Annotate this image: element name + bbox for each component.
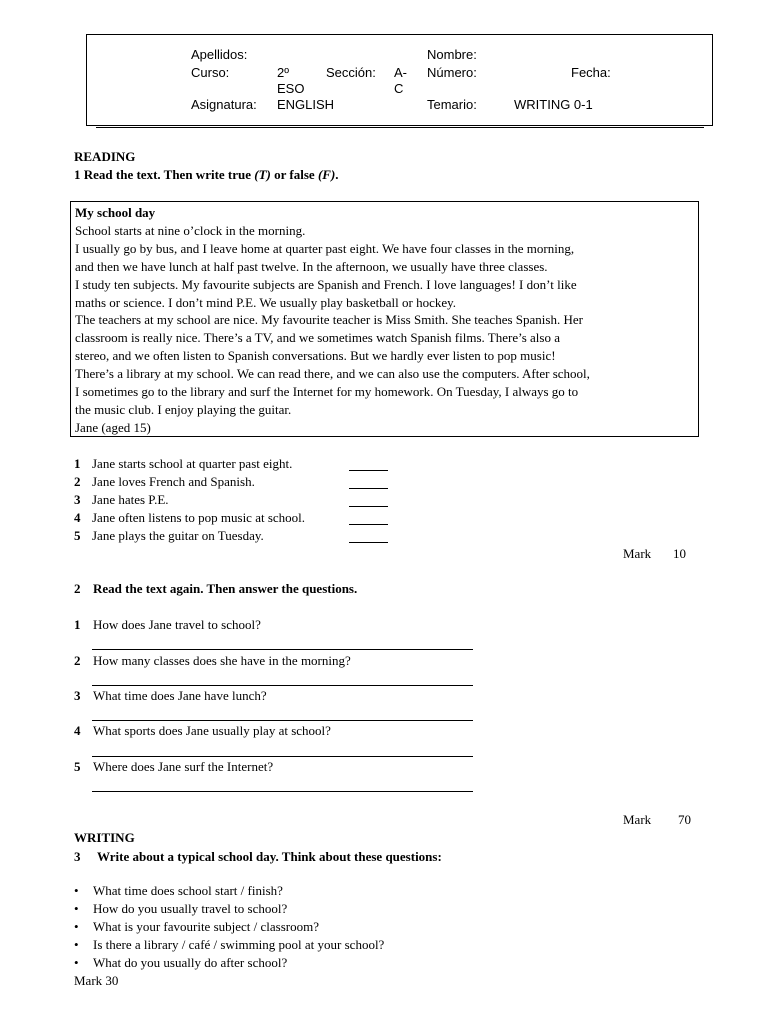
passage-line: School starts at nine o’clock in the morning.	[75, 222, 306, 238]
asignatura-label: Asignatura:	[191, 97, 257, 112]
apellidos-label: Apellidos:	[191, 47, 248, 62]
bullet: •	[74, 955, 79, 970]
bullet: •	[74, 937, 79, 952]
writing-prompt: Is there a library / café / swimming pool at your school?	[93, 937, 385, 952]
instr-f: (F)	[317, 167, 336, 182]
writing-heading: WRITING	[74, 830, 135, 845]
reading-heading: READING	[74, 149, 136, 164]
statement-number: 1	[74, 456, 81, 471]
passage-line: Jane (aged 15)	[75, 419, 151, 435]
question-number: 4	[74, 723, 81, 738]
writing-mark: Mark 30	[74, 973, 119, 988]
passage-line: There’s a library at my school. We can read there, and we can also use the computers. After school,	[75, 366, 590, 382]
answer-line[interactable]	[92, 685, 473, 686]
reading-instruction	[74, 167, 339, 183]
statement-number: 2	[74, 474, 81, 489]
question-text: How does Jane travel to school?	[93, 617, 261, 632]
answer-line[interactable]	[92, 649, 473, 650]
passage-line: and then we have lunch at half past twelve. In the afternoon, we usually have three classes.	[75, 258, 548, 274]
numero-label: Número:	[427, 65, 477, 80]
instr-num: 1	[74, 167, 81, 182]
answer-blank[interactable]	[349, 542, 388, 543]
question-number: 3	[74, 688, 81, 703]
instr-c: .	[335, 167, 339, 182]
question-number: 2	[74, 653, 81, 668]
question-text: What time does Jane have lunch?	[93, 688, 267, 703]
instr-b: or false	[270, 167, 318, 182]
curso-value-1: 2º	[277, 65, 289, 80]
passage-line: classroom is really nice. There’s a TV, and we sometimes watch Spanish films. There’s also a	[75, 330, 560, 346]
section2-instruction: Read the text again. Then answer the questions.	[93, 581, 358, 596]
passage-line: I study ten subjects. My favourite subjects are Spanish and French. I love languages! I don’t like	[75, 276, 577, 292]
fecha-label: Fecha:	[571, 65, 611, 80]
instr-t: (T)	[254, 167, 271, 182]
question-number: 5	[74, 759, 81, 774]
statement-text: Jane often listens to pop music at school.	[92, 510, 306, 525]
bullet: •	[74, 883, 79, 898]
question-text: How many classes does she have in the morning?	[93, 653, 351, 668]
statement-text: Jane hates P.E.	[92, 492, 169, 507]
writing-prompt: What time does school start / finish?	[93, 883, 283, 898]
answer-blank[interactable]	[349, 488, 388, 489]
passage-line: maths or science. I don’t mind P.E. We usually play basketball or hockey.	[75, 294, 457, 310]
statement-number: 4	[74, 510, 81, 525]
header-box	[86, 34, 713, 126]
seccion-value-1: A-	[394, 65, 407, 80]
statement-number: 5	[74, 528, 81, 543]
answer-line[interactable]	[92, 791, 473, 792]
writing-number: 3	[74, 849, 81, 864]
answer-line[interactable]	[92, 756, 473, 757]
passage-line: The teachers at my school are nice. My favourite teacher is Miss Smith. She teaches Spanish. Her	[75, 312, 583, 328]
answer-line[interactable]	[92, 720, 473, 721]
statement-text: Jane starts school at quarter past eight.	[92, 456, 293, 471]
writing-prompt: How do you usually travel to school?	[93, 901, 288, 916]
question-text: What sports does Jane usually play at school?	[93, 723, 331, 738]
question-text: Where does Jane surf the Internet?	[93, 759, 274, 774]
reading-passage-box	[70, 201, 699, 437]
instr-a: Read the text. Then write true	[83, 167, 255, 182]
temario-value: WRITING 0-1	[514, 97, 593, 112]
statement-number: 3	[74, 492, 81, 507]
writing-prompt: What is your favourite subject / classroom?	[93, 919, 319, 934]
mark-label: Mark	[623, 812, 652, 827]
writing-prompt: What do you usually do after school?	[93, 955, 288, 970]
answer-blank[interactable]	[349, 506, 388, 507]
section2-number: 2	[74, 581, 81, 596]
passage-line: I usually go by bus, and I leave home at quarter past eight. We have four classes in the morning,	[75, 240, 575, 256]
bullet: •	[74, 901, 79, 916]
asignatura-value: ENGLISH	[277, 97, 335, 112]
statement-text: Jane loves French and Spanish.	[92, 474, 255, 489]
nombre-label: Nombre:	[427, 47, 477, 62]
statement-text: Jane plays the guitar on Tuesday.	[92, 528, 264, 543]
passage-line: stereo, and we often listen to Spanish conversations. But we hardly ever listen to pop music!	[75, 348, 556, 364]
curso-label: Curso:	[191, 65, 230, 80]
header-underline	[96, 127, 704, 128]
answer-blank[interactable]	[349, 470, 388, 471]
question-number: 1	[74, 617, 81, 632]
mark-value: 70	[678, 812, 691, 827]
seccion-value-2: C	[394, 81, 404, 96]
bullet: •	[74, 919, 79, 934]
passage-line: the music club. I enjoy playing the guitar.	[75, 401, 292, 417]
mark-value: 10	[673, 546, 686, 561]
passage-title: My school day	[75, 205, 156, 220]
temario-label: Temario:	[427, 97, 477, 112]
curso-value-2: ESO	[277, 81, 305, 96]
answer-blank[interactable]	[349, 524, 388, 525]
writing-instruction: Write about a typical school day. Think about these questions:	[97, 849, 442, 864]
mark-label: Mark	[623, 546, 652, 561]
passage-line: I sometimes go to the library and surf the Internet for my homework. On Tuesday, I always go to	[75, 384, 579, 400]
seccion-label: Sección:	[326, 65, 376, 80]
